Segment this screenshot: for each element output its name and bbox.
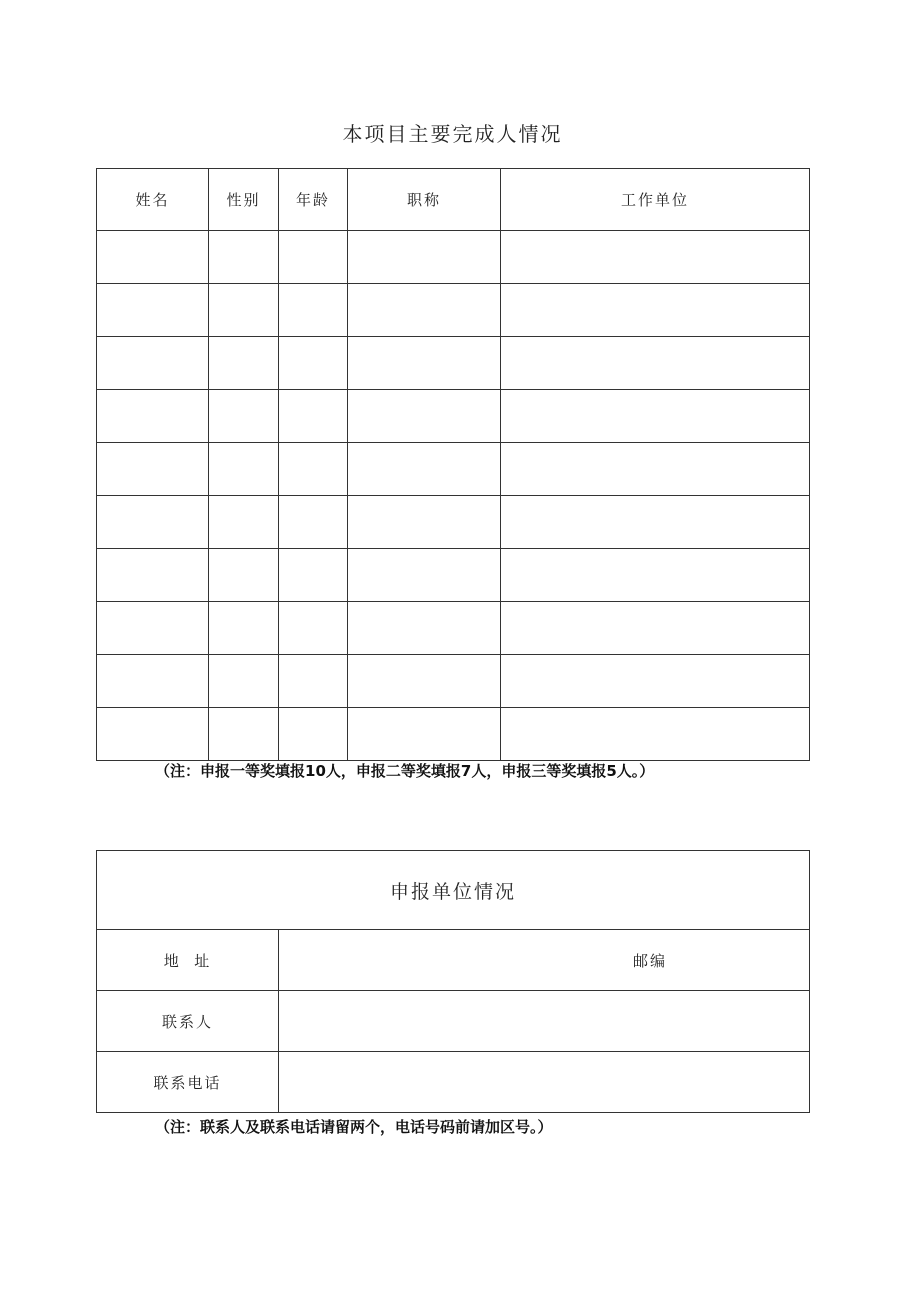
phone-row	[97, 1052, 810, 1113]
name-cell[interactable]	[97, 390, 209, 443]
title-cell[interactable]	[348, 231, 501, 284]
table-row	[97, 496, 810, 549]
workplace-cell[interactable]	[501, 496, 810, 549]
title-cell[interactable]	[348, 337, 501, 390]
title-cell[interactable]	[348, 496, 501, 549]
name-cell[interactable]	[97, 708, 209, 761]
title-cell[interactable]	[348, 708, 501, 761]
column-header-workplace: 工作单位	[501, 169, 810, 231]
name-cell[interactable]	[97, 231, 209, 284]
name-cell[interactable]	[97, 496, 209, 549]
name-cell[interactable]	[97, 602, 209, 655]
table-row	[97, 549, 810, 602]
members-header-row	[97, 169, 810, 231]
table-row	[97, 708, 810, 761]
name-cell[interactable]	[97, 655, 209, 708]
age-cell[interactable]	[279, 443, 348, 496]
age-cell[interactable]	[279, 337, 348, 390]
gender-cell[interactable]	[209, 655, 279, 708]
gender-cell[interactable]	[209, 602, 279, 655]
gender-cell[interactable]	[209, 284, 279, 337]
table-row	[97, 443, 810, 496]
contact-field[interactable]	[279, 991, 810, 1052]
contact-row	[97, 991, 810, 1052]
workplace-cell[interactable]	[501, 443, 810, 496]
members-note: （注：申报一等奖填报10人，申报二等奖填报7人，申报三等奖填报5人。）	[155, 762, 655, 780]
org-table	[96, 850, 810, 1113]
age-cell[interactable]	[279, 284, 348, 337]
column-header-gender: 性别	[209, 169, 279, 231]
title-cell[interactable]	[348, 390, 501, 443]
address-field[interactable]	[279, 930, 810, 991]
gender-cell[interactable]	[209, 390, 279, 443]
workplace-cell[interactable]	[501, 549, 810, 602]
workplace-cell[interactable]	[501, 231, 810, 284]
name-cell[interactable]	[97, 337, 209, 390]
title-cell[interactable]	[348, 549, 501, 602]
name-cell[interactable]	[97, 443, 209, 496]
members-table-title: 本项目主要完成人情况	[342, 122, 563, 146]
workplace-cell[interactable]	[501, 708, 810, 761]
workplace-cell[interactable]	[501, 602, 810, 655]
age-cell[interactable]	[279, 549, 348, 602]
title-cell[interactable]	[348, 655, 501, 708]
table-row	[97, 231, 810, 284]
workplace-cell[interactable]	[501, 655, 810, 708]
age-cell[interactable]	[279, 231, 348, 284]
age-cell[interactable]	[279, 496, 348, 549]
gender-cell[interactable]	[209, 496, 279, 549]
table-row	[97, 655, 810, 708]
gender-cell[interactable]	[209, 443, 279, 496]
age-cell[interactable]	[279, 655, 348, 708]
org-table-title: 申报单位情况	[97, 851, 810, 930]
workplace-cell[interactable]	[501, 284, 810, 337]
gender-cell[interactable]	[209, 708, 279, 761]
org-note: （注：联系人及联系电话请留两个，电话号码前请加区号。）	[155, 1118, 553, 1136]
address-label: 地 址	[97, 930, 279, 991]
gender-cell[interactable]	[209, 337, 279, 390]
column-header-age: 年龄	[279, 169, 348, 231]
table-row	[97, 284, 810, 337]
contact-label: 联系人	[97, 991, 279, 1052]
title-cell[interactable]	[348, 443, 501, 496]
title-cell[interactable]	[348, 284, 501, 337]
column-header-name: 姓名	[97, 169, 209, 231]
gender-cell[interactable]	[209, 549, 279, 602]
age-cell[interactable]	[279, 390, 348, 443]
table-row	[97, 602, 810, 655]
phone-field[interactable]	[279, 1052, 810, 1113]
phone-label: 联系电话	[97, 1052, 279, 1113]
workplace-cell[interactable]	[501, 337, 810, 390]
members-table	[96, 168, 810, 761]
workplace-cell[interactable]	[501, 390, 810, 443]
age-cell[interactable]	[279, 708, 348, 761]
table-row	[97, 337, 810, 390]
name-cell[interactable]	[97, 549, 209, 602]
age-cell[interactable]	[279, 602, 348, 655]
table-row	[97, 390, 810, 443]
name-cell[interactable]	[97, 284, 209, 337]
column-header-title: 职称	[348, 169, 501, 231]
address-row	[97, 930, 810, 991]
gender-cell[interactable]	[209, 231, 279, 284]
title-cell[interactable]	[348, 602, 501, 655]
postcode-label: 邮编	[633, 952, 668, 970]
